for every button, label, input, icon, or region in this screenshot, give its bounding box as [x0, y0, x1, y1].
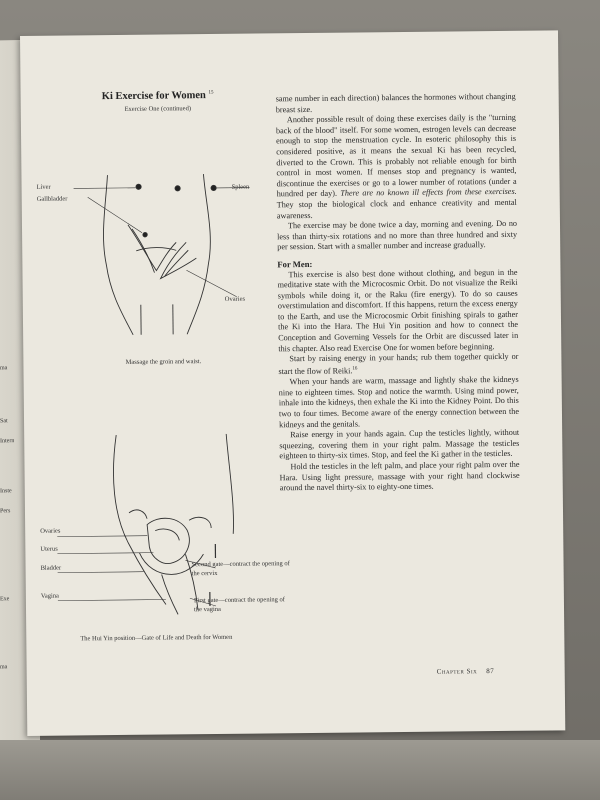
fragment: Sat	[0, 418, 8, 425]
body-text	[276, 92, 520, 494]
label-vagina: Vagina	[40, 592, 59, 600]
pelvis-outline-left	[113, 435, 166, 606]
label-first-gate: First gate—contract the opening of the vagina	[193, 596, 285, 614]
fragment: ma	[0, 664, 8, 671]
page-subtitle: Exercise One (continued)	[124, 105, 192, 113]
paragraph: This exercise is also best done without clothing, and begun in the meditative state with the Microcosmic Orbit. Do not visualize the Reiki symbols while doing it, or the Raku (fire energy). To do so causes overstimulation and discomfort. If this happens, return the excess energy to the Earth, and use the Microcosmic Orbit finishing spirals to gather the Ki into the Hara. The Hui Yin position and how to connect the Conception and Governing Vessels for the Orbit are discussed later in this chapter. Also read Exercise One for women before beginning.	[277, 267, 519, 353]
section-heading-men: For Men:	[277, 258, 313, 270]
page-footer	[437, 667, 495, 676]
table-surface	[0, 740, 600, 800]
label-uterus: Uterus	[40, 545, 58, 553]
paragraph: The exercise may be done twice a day, morning and evening. Do no less than thirty-six rotations and no more than three hundred and sixty per session. Start with a smaller number and increase gradually.	[277, 218, 518, 252]
label-gallbladder: Gallbladder	[36, 195, 68, 203]
pelvis-outline-right	[226, 434, 233, 534]
label-spleen: Spleen	[231, 183, 250, 191]
title-note: 15	[208, 90, 214, 96]
paragraph	[278, 352, 518, 377]
fragment: Exe	[0, 596, 10, 603]
paragraph-text: Start by raising energy in your hands; rub them together quickly or start the flow of Reiki.	[278, 352, 519, 376]
fragment: Pers	[0, 508, 11, 515]
paragraph-emphasis: There are no known ill effects from these exercises.	[340, 187, 517, 198]
liver-point	[136, 184, 141, 189]
chapter-label: Chapter Six	[436, 667, 478, 676]
footnote-ref: 16	[352, 366, 358, 372]
body-outline-left	[103, 175, 133, 335]
fragment: Intern	[0, 438, 14, 445]
label-second-gate: Second gate—contract the opening of the cervix	[191, 560, 290, 578]
paragraph: When your hands are warm, massage and lightly shake the kidneys nine to eighteen times. Stop and notice the warmth. Using mind power, inhale into the kidneys, then exhale the Ki into the Kidney Point. Do this two to four times. Become aware of the energy connection between the kidneys and the genitals.	[278, 374, 520, 429]
paragraph-text: They stop the biological clock and enhance creativity and mental awareness.	[276, 197, 517, 220]
spleen-point	[175, 186, 180, 191]
label-bladder: Bladder	[40, 564, 62, 572]
gallbladder-point	[143, 232, 147, 236]
page-title	[73, 90, 243, 103]
figure2-caption: The Hui Yin position—Gate of Life and Death for Women	[80, 633, 233, 643]
paragraph: Raise energy in your hands again. Cup the testicles lightly, without squeezing, covering them in your right palm. Massage the testicles eighteen to thirty-six times. Stop, and feel the Ki gather in the testicles.	[279, 427, 520, 461]
uterus	[147, 518, 190, 564]
ovary-right	[189, 517, 211, 528]
label-liver: Liver	[36, 183, 51, 191]
spleen-point-2	[211, 185, 216, 190]
paragraph	[276, 113, 517, 221]
page-number: 87	[486, 667, 495, 676]
fragment: Inste	[0, 488, 12, 495]
label-ovaries: Ovaries	[224, 295, 246, 303]
vaginal-canal	[162, 574, 178, 614]
figure1-caption: Massage the groin and waist.	[125, 358, 202, 366]
paragraph: same number in each direction) balances the hormones without changing breast size.	[275, 91, 516, 114]
paragraph-text: Another possible result of doing these exercises daily is the "turning back of the blood" itself. For some women, estrogen levels can decrease enough to stop the menstruation cycle. In esoteric philosophy this is considered positive, as it means the sexual Ki has been recycled, diverted to the Crown. This is probably not reliable enough for birth control in most women. If menses stop and pregnancy is wanted, discontinue the exercises or go to a lower number of rotations (under a hundred per day).	[275, 112, 517, 199]
book-page	[20, 30, 565, 736]
title-text: Ki Exercise for Women	[101, 90, 206, 103]
fragment: ma	[0, 365, 8, 372]
body-outline-right	[185, 174, 211, 334]
paragraph: Hold the testicles in the left palm, and place your right palm over the Hara. Using light pressure, massage with your right hand clockwise around the navel thirty-six to eighty-one times.	[279, 459, 520, 493]
ovary-left	[129, 510, 147, 519]
label-ovaries-2: Ovaries	[40, 527, 61, 535]
